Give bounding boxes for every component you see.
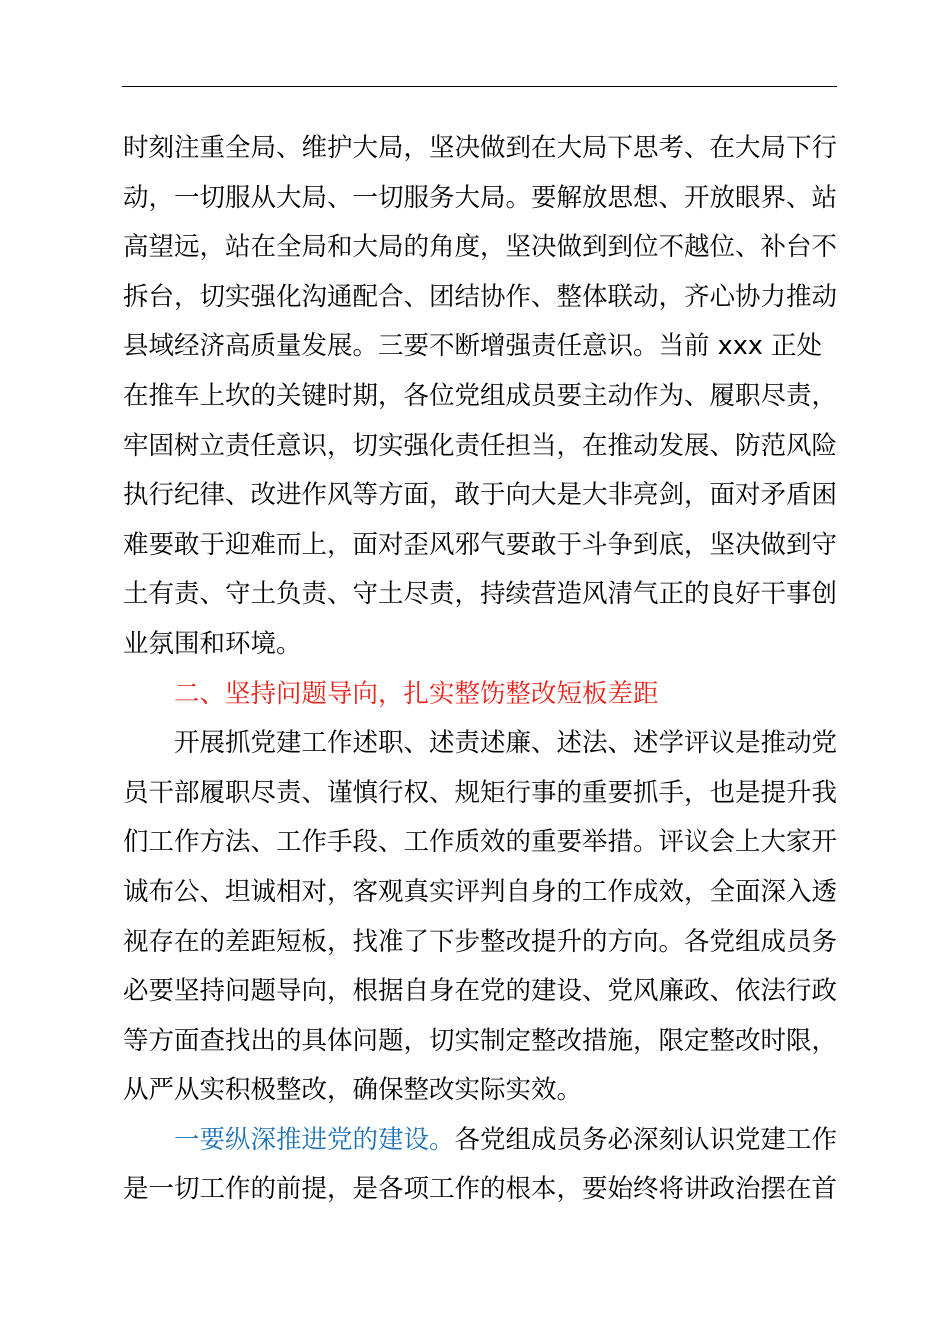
body-line-4: 拆台，切实强化沟通配合、团结协作、整体联动，齐心协力推动 <box>123 281 838 312</box>
subheading-rest: 各党组成员务必深刻认识党建工作 <box>454 1124 838 1155</box>
section-line-6: 必要坚持问题导向，根据自身在党的建设、党风廉政、依法行政 <box>123 976 838 1007</box>
header-rule <box>122 86 837 87</box>
body-line-9: 难要敢于迎难而上，面对歪风邪气要敢于斗争到底，坚决做到守 <box>123 529 838 560</box>
body-line-10: 土有责、守土负责、守土尽责，持续营造风清气正的良好干事创 <box>123 579 838 610</box>
section-line-3: 们工作方法、工作手段、工作质效的重要举措。评议会上大家开 <box>123 827 838 858</box>
subheading: 一要纵深推进党的建设。 <box>174 1124 455 1155</box>
section-line-1: 开展抓党建工作述职、述责述廉、述法、述学评议是推动党 <box>174 728 838 759</box>
body-line-2: 动，一切服从大局、一切服务大局。要解放思想、开放眼界、站 <box>123 182 838 213</box>
section-line-8: 从严从实积极整改，确保整改实际实效。 <box>123 1075 583 1106</box>
body-line-6: 在推车上坎的关键时期，各位党组成员要主动作为、履职尽责， <box>123 380 838 411</box>
body-line-7: 牢固树立责任意识，切实强化责任担当，在推动发展、防范风险 <box>123 430 838 461</box>
section-heading: 二、坚持问题导向，扎实整饬整改短板差距 <box>174 678 659 709</box>
section-line-4: 诚布公、坦诚相对，客观真实评判自身的工作成效，全面深入透 <box>123 876 838 907</box>
body-line-11: 业氛围和环境。 <box>123 628 302 659</box>
body-line-3: 高望远，站在全局和大局的角度，坚决做到到位不越位、补台不 <box>123 232 838 263</box>
section-line-7: 等方面查找出的具体问题，切实制定整改措施，限定整改时限， <box>123 1025 838 1056</box>
section-line-2: 员干部履职尽责、谨慎行权、规矩行事的重要抓手，也是提升我 <box>123 777 838 808</box>
final-line: 是一切工作的前提，是各项工作的根本，要始终将讲政治摆在首 <box>123 1174 838 1205</box>
body-line-1: 时刻注重全局、维护大局，坚决做到在大局下思考、在大局下行 <box>123 133 838 163</box>
document-body <box>123 124 838 1215</box>
body-line-5: 县域经济高质量发展。三要不断增强责任意识。当前 xxx 正处 <box>123 331 822 362</box>
subheading-line <box>123 1116 838 1166</box>
body-line-8: 执行纪律、改进作风等方面，敢于向大是大非亮剑，面对矛盾困 <box>123 480 838 511</box>
section-line-5: 视存在的差距短板，找准了下步整改提升的方向。各党组成员务 <box>123 926 838 957</box>
